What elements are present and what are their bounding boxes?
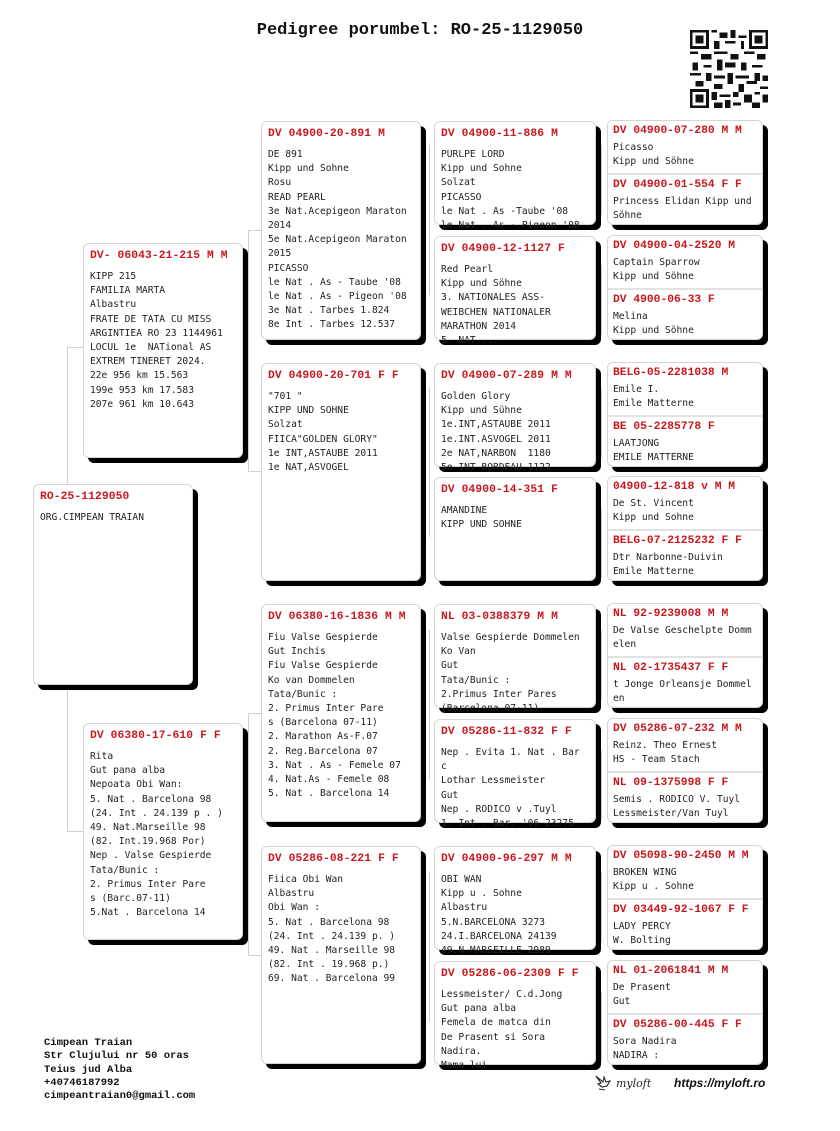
connector-line [601, 145, 602, 215]
pigeon-details: Picasso Kipp und Söhne [613, 142, 694, 168]
pigeon-card-gg-grandparent[interactable] [608, 236, 762, 288]
pigeon-card-gg-grandparent[interactable] [608, 173, 762, 225]
pigeon-card-great-grandparent[interactable] [434, 846, 596, 957]
ring-number: DV 04900-04-2520 M [613, 240, 736, 252]
ring-number: DV 05286-07-232 M M [613, 723, 742, 735]
qr-code-icon [690, 30, 768, 108]
pigeon-card-gg-grandparent[interactable] [608, 477, 762, 529]
pigeon-details: Lessmeister/ C.d.Jong Gut pana alba Femela de matca din De Prasent si Sora Nadira. Mama lui [441, 989, 563, 1072]
owner-email[interactable]: cimpeantraian0@gmail.com [44, 1090, 196, 1103]
pigeon-details: Captain Sparrow Kipp und Söhne [613, 257, 700, 283]
connector-line [67, 347, 68, 484]
pigeon-card-great-grandparent[interactable] [434, 719, 596, 830]
pigeon-details: De St. Vincent Kipp und Sohne [613, 498, 694, 524]
connector-line [248, 955, 261, 956]
connector-line [601, 508, 602, 578]
ring-number: DV 05286-08-221 F F [268, 853, 399, 865]
pigeon-details: KIPP 215 FAMILIA MARTA Albastru FRATE DE TATA CU MISS ARGINTIEA RO 23 1144961 LOCUL 1e NATional AS EXTREM TINERET 2024. 22e 956 km 15.563 199e 953 km 17.583 207e 961 km 10.643 [90, 271, 223, 410]
pigeon-details: De Valse Geschelpte Domm elen [613, 625, 752, 651]
ring-number: DV 06380-17-610 F F [90, 730, 221, 742]
owner-name: Cimpean Traian [44, 1037, 133, 1049]
connector-line [248, 471, 261, 472]
pigeon-pair-group [607, 476, 763, 581]
connector-line [429, 145, 430, 295]
pigeon-card-dam[interactable] [83, 723, 243, 940]
connector-line [248, 713, 249, 955]
connector-line [429, 630, 430, 780]
connector-line [601, 872, 602, 942]
pigeon-details: PURLPE LORD Kipp und Sohne Solzat PICASSO le Nat . As -Taube '08 le Nat . As - Pigeon '08 [441, 149, 580, 232]
connector-line [248, 230, 261, 231]
connector-line [601, 388, 602, 458]
pigeon-card-subject[interactable] [33, 484, 193, 685]
pigeon-details: De Prasent Gut [613, 982, 671, 1008]
pigeon-details: BROKEN WING Kipp u . Sohne [613, 867, 694, 893]
pigeon-card-great-grandparent[interactable] [434, 477, 596, 581]
ring-number: DV- 06043-21-215 M M [90, 250, 228, 262]
pigeon-card-grandparent[interactable] [261, 604, 421, 822]
pigeon-pair-group [607, 603, 763, 708]
ring-number: DV 04900-20-701 F F [268, 370, 399, 382]
ring-number: 04900-12-818 v M M [613, 481, 736, 493]
ring-number: DV 04900-07-289 M M [441, 370, 572, 382]
pigeon-card-gg-grandparent[interactable] [608, 719, 762, 771]
ring-number: DV 06380-16-1836 M M [268, 611, 406, 623]
owner-address-line-1: Str Clujului nr 50 oras [44, 1050, 189, 1063]
ring-number: DV 05286-00-445 F F [613, 1018, 742, 1031]
connector-line [429, 872, 430, 1022]
ring-number: DV 04900-01-554 F F [613, 178, 742, 191]
ring-number: DV 04900-20-891 M [268, 128, 385, 140]
ring-number: BELG-07-2125232 F F [613, 534, 742, 547]
ring-number: BE 05-2285778 F [613, 420, 715, 433]
connector-line [67, 347, 83, 348]
pigeon-card-sire[interactable] [83, 243, 243, 458]
connector-line [248, 230, 249, 471]
ring-number: DV 05098-90-2450 M M [613, 850, 749, 862]
pigeon-details: LAATJONG EMILE MATTERNE [613, 437, 694, 463]
ring-number: NL 03-0388379 M M [441, 611, 558, 623]
pigeon-pair-group [607, 845, 763, 950]
pigeon-details: Reinz. Theo Ernest HS - Team Stach [613, 740, 717, 766]
pigeon-card-gg-grandparent[interactable] [608, 363, 762, 415]
pigeon-card-gg-grandparent[interactable] [608, 415, 762, 467]
pigeon-details: Fiica Obi Wan Albastru Obi Wan : 5. Nat . Barcelona 98 (24. Int . 24.139 p. ) 49. Nat . Marseille 98 (82. Int . 19.968 p.) 69. Nat . Barcelona 99 [268, 874, 396, 985]
page-title: Pedigree porumbel: RO-25-1129050 [256, 21, 584, 40]
pigeon-card-grandparent[interactable] [261, 121, 421, 340]
pigeon-details: OBI WAN Kipp u . Sohne Albastru 5.N.BARCELONA 3273 24.I.BARCELONA 24139 49.N.MARSEILLE 2989 [441, 874, 557, 957]
pigeon-pair-group [607, 120, 763, 225]
pigeon-details: Princess Elidan Kipp und Söhne [613, 195, 752, 221]
pigeon-details: LADY PERCY W. Bolting [613, 920, 671, 946]
myloft-logo [593, 1073, 651, 1093]
connector-line [601, 750, 602, 820]
pigeon-card-great-grandparent[interactable] [434, 961, 596, 1072]
pigeon-card-great-grandparent[interactable] [434, 236, 596, 347]
ring-number: NL 02-1735437 F F [613, 661, 729, 674]
pigeon-details: Sora Nadira NADIRA : [613, 1035, 677, 1061]
ring-number: NL 92-9239008 M M [613, 608, 729, 620]
pigeon-pair-group [607, 362, 763, 467]
owner-phone: +40746187992 [44, 1076, 120, 1089]
pigeon-card-gg-grandparent[interactable] [608, 898, 762, 950]
pigeon-card-gg-grandparent[interactable] [608, 656, 762, 708]
pigeon-details: t Jonge Orleansje Dommel en [613, 678, 752, 704]
pigeon-details: Red Pearl Kipp und Söhne 3. NATIONALES ASS- WEIBCHEN NATIONALER MARATHON 2014 5. NAT ... [441, 264, 551, 347]
pigeon-card-gg-grandparent[interactable] [608, 121, 762, 173]
ring-number: RO-25-1129050 [40, 491, 130, 503]
pigeon-card-grandparent[interactable] [261, 846, 421, 1064]
connector-line [248, 713, 261, 714]
pigeon-details: Nep . Evita 1. Nat . Bar c Lothar Lessmeister Gut Nep . RODICO v .Tuyl 1. Int . Bar. '06 23275 [441, 747, 580, 830]
ring-number: DV 4900-06-33 F [613, 293, 715, 306]
pigeon-details: "701 " KIPP UND SOHNE Solzat FIICA"GOLDEN GLORY" 1e INT,ASTAUBE 2011 1e NAT,ASVOGEL [268, 391, 378, 474]
pigeon-card-gg-grandparent[interactable] [608, 961, 762, 1013]
pigeon-pair-group [607, 960, 763, 1065]
connector-line [243, 831, 248, 832]
ring-number: DV 04900-96-297 M M [441, 853, 572, 865]
website-link[interactable]: https://myloft.ro [674, 1076, 766, 1090]
connector-line [601, 992, 602, 1062]
owner-info [44, 1037, 195, 1103]
ring-number: DV 04900-07-280 M M [613, 125, 742, 137]
pigeon-pair-group [607, 718, 763, 823]
owner-address-line-2: Teius jud Alba [44, 1063, 133, 1076]
ring-number: BELG-05-2281038 M [613, 367, 729, 379]
ring-number: DV 05286-06-2309 F F [441, 968, 579, 980]
pigeon-details: AMANDINE KIPP UND SOHNE [441, 505, 522, 531]
pigeon-card-grandparent[interactable] [261, 363, 421, 581]
pigeon-card-gg-grandparent[interactable] [608, 771, 762, 823]
logo-text: myloft [616, 1076, 652, 1090]
connector-line [601, 265, 602, 335]
pigeon-details: Emile I. Emile Matterne [613, 384, 694, 410]
pigeon-card-gg-grandparent[interactable] [608, 529, 762, 581]
ring-number: DV 03449-92-1067 F F [613, 903, 749, 916]
ring-number: DV 04900-14-351 F [441, 484, 558, 496]
pigeon-details: DE 891 Kipp und Sohne Rosu READ PEARL 3e Nat.Acepigeon Maraton 2014 5e Nat.Acepigeon Maraton 2015 PICASSO le Nat . As - Taube '08 le Nat . As - Pigeon '08 3e Nat . Tarbes 1.824 8e Int . Tarbes 12.537 [268, 149, 407, 331]
pigeon-pair-group [607, 235, 763, 340]
pigeon-card-gg-grandparent[interactable] [608, 604, 762, 656]
pigeon-details: Melina Kipp und Söhne [613, 310, 694, 336]
ring-number: DV 04900-11-886 M [441, 128, 558, 140]
connector-line [67, 685, 68, 831]
connector-line [601, 630, 602, 700]
pigeon-details: Dtr Narbonne-Duivin Emile Matterne [613, 551, 723, 577]
pigeon-details: ORG.CIMPEAN TRAIAN [40, 512, 144, 523]
ring-number: DV 05286-11-832 F F [441, 726, 572, 738]
ring-number: NL 09-1375998 F F [613, 776, 729, 789]
pigeon-card-great-grandparent[interactable] [434, 363, 596, 474]
ring-number: DV 04900-12-1127 F [441, 243, 565, 255]
pigeon-details: Fiu Valse Gespierde Gut Inchis Fiu Valse Gespierde Ko van Dommelen Tata/Bunic : 2. Primus Inter Pare s (Barcelona 07-11) 2. Marathon As-F.07 2. Reg.Barcelona 07 3. Nat . As - Femele 07 4. Nat.As - Femele 08 5. Nat . Barcelona 14 [268, 632, 401, 800]
connector-line [429, 387, 430, 537]
connector-line [67, 831, 83, 832]
pigeon-details: Valse Gespierde Dommelen Ko Van Gut Tata/Bunic : 2.Primus Inter Pares (Barcelona 07-11) [441, 632, 580, 715]
myloft-bird-logo-icon [593, 1073, 613, 1093]
pigeon-card-gg-grandparent[interactable] [608, 1013, 762, 1065]
ring-number: NL 01-2061841 M M [613, 965, 729, 977]
connector-line [243, 347, 248, 348]
pigeon-card-gg-grandparent[interactable] [608, 288, 762, 340]
pigeon-card-great-grandparent[interactable] [434, 121, 596, 232]
pigeon-details: Semis . RODICO V. Tuyl Lessmeister/Van Tuyl [613, 793, 741, 819]
pigeon-details: Golden Glory Kipp und Sühne 1e.INT,ASTAUBE 2011 1e.INT.ASVOGEL 2011 2e NAT,NARBON 1180 5e INT BORDEAU 1122 [441, 391, 551, 474]
pigeon-card-gg-grandparent[interactable] [608, 846, 762, 898]
pigeon-details: Rita Gut pana alba Nepoata Obi Wan: 5. Nat . Barcelona 98 (24. Int . 24.139 p . ) 49. Nat.Marseille 98 (82. Int.19.968 Por) Nep . Valse Gespierde Tata/Bunic : 2. Primus Inter Pare s (Barc.07-11) 5.Nat . Barcelona 14 [90, 751, 223, 919]
pigeon-card-great-grandparent[interactable] [434, 604, 596, 715]
